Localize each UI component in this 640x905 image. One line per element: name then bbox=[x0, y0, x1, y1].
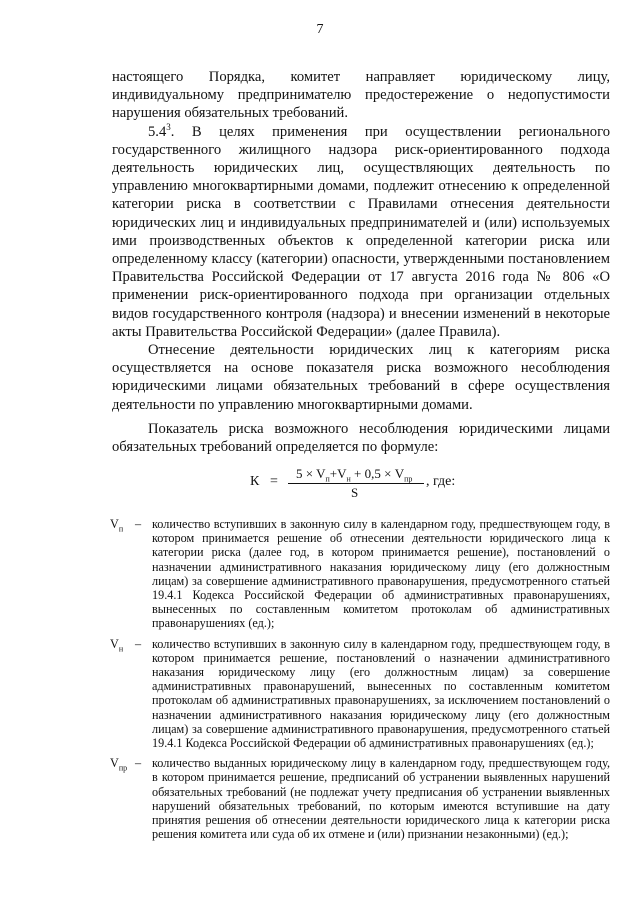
numerator-sub-3: пр bbox=[404, 474, 413, 484]
symbol-subscript: пр bbox=[118, 763, 128, 773]
definition-symbol bbox=[110, 756, 128, 773]
symbol-letter: V bbox=[110, 756, 119, 771]
definition-symbol bbox=[110, 517, 124, 534]
fraction-bar bbox=[288, 483, 424, 484]
definition-vn bbox=[110, 637, 610, 751]
numerator-term-3: + 0,5 × V bbox=[350, 466, 405, 481]
definition-vp bbox=[110, 517, 610, 631]
definition-text: количество вступивших в законную силу в календарном году, предшествующем году, в котором принимается решение об отнесении деятельности юридического лица к категории риска (далее год, в котором принимается решение), постановлений о назначении административного наказания юридическому лицу (его должностным лицам) за совершение административного правонарушения, предусмотренного статьей 19.4.1 Кодекса Российской Федерации об административных правонарушениях, вынесенных по составленным комитетом протоколам об административных правонарушениях (ед.); bbox=[152, 517, 610, 631]
symbol-letter: V bbox=[110, 636, 119, 651]
definition-dash: – bbox=[135, 636, 142, 651]
numerator-term-2: +V bbox=[329, 466, 347, 481]
symbol-subscript: п bbox=[118, 524, 124, 534]
definition-text: количество выданных юридическому лицу в календарном году, предшествующем году, в котором принимается решение, предписаний об устранении выявленных нарушений обязательных требований (не подлежат учету предписания об устранении выявленных нарушений обязательных требований, по которым имеются вступившие на дату принятия решения об отнесении деятельности юридического лица к категории риска решения комитета или суда об их отмене и (или) признании незаконными) (ед.); bbox=[152, 756, 610, 842]
formula-lhs: К bbox=[250, 474, 260, 489]
definition-dash: – bbox=[135, 517, 142, 531]
formula-numerator bbox=[296, 466, 412, 482]
numerator-sub-1: п bbox=[325, 474, 330, 484]
risk-formula bbox=[0, 466, 640, 506]
formula-where: , где: bbox=[426, 474, 456, 489]
paragraph-formula-intro: Показатель риска возможного несоблюдения юридическими лицами обязательных требований определяется по формуле: bbox=[112, 420, 610, 456]
paragraph-5-4 bbox=[112, 123, 610, 341]
clause-superscript: 3 bbox=[166, 121, 171, 132]
variable-definitions bbox=[110, 517, 610, 847]
clause-number: 5.4 bbox=[148, 123, 167, 140]
paragraph-1: настоящего Порядка, комитет направляет юридическому лицу, индивидуальному предпринимателю предостережение о недопустимости нарушения обязательных требований. bbox=[112, 69, 610, 122]
document-body bbox=[112, 68, 610, 456]
definition-dash: – bbox=[135, 756, 142, 771]
definition-vpr bbox=[110, 756, 610, 841]
definition-symbol bbox=[110, 636, 124, 654]
paragraph-risk-categories: Отнесение деятельности юридических лиц к категориям риска осуществляется на основе показателя риска возможного несоблюдения юридическими лицами обязательных требований в сфере осуществления деятельности по управлению многоквартирными домами. bbox=[112, 342, 610, 413]
numerator-term-1: 5 × V bbox=[296, 466, 326, 481]
formula-equals: = bbox=[270, 474, 278, 489]
clause-text: . В целях применения при осуществлении регионального государственного жилищного надзора риск-ориентированного подхода деятельность юридических лиц, осуществляющих деятельность по управлению многоквартирными домами, подлежит отнесению к определенной категории риска в соответствии с Правилами отнесения деятельности юридических лиц и индивидуальных предпринимателей и (или) используемых ими производственных объектов к определенной категории риска или определенному классу (категории) опасности, утвержденными постановлением Правительства Российской Федерации от 17 августа 2016 года № 806 «О применении риск-ориентированного подхода при организации отдельных видов государственного контроля (надзора) и внесении изменений в некоторые акты Правительства Российской Федерации» (далее Правила). bbox=[112, 123, 610, 340]
definition-text: количество вступивших в законную силу в календарном году, предшествующем году, в котором принимается решение, постановлений о назначении административного наказания юридическому лицу (его должностным лицам) за совершение административных правонарушений, вынесенных по составленным комитетом протоколам об административных правонарушениях, за исключением постановлений о назначении административного наказания юридическому лицу (его должностным лицам) за совершение административного правонарушения, предусмотренного статьей 19.4.1 Кодекса Российской Федерации об административных правонарушениях (ед.); bbox=[152, 636, 610, 751]
page-number: 7 bbox=[316, 22, 324, 37]
formula-denominator: S bbox=[351, 485, 359, 500]
symbol-letter: V bbox=[110, 517, 119, 531]
symbol-subscript: н bbox=[118, 644, 124, 654]
numerator-sub-2: н bbox=[346, 474, 351, 484]
